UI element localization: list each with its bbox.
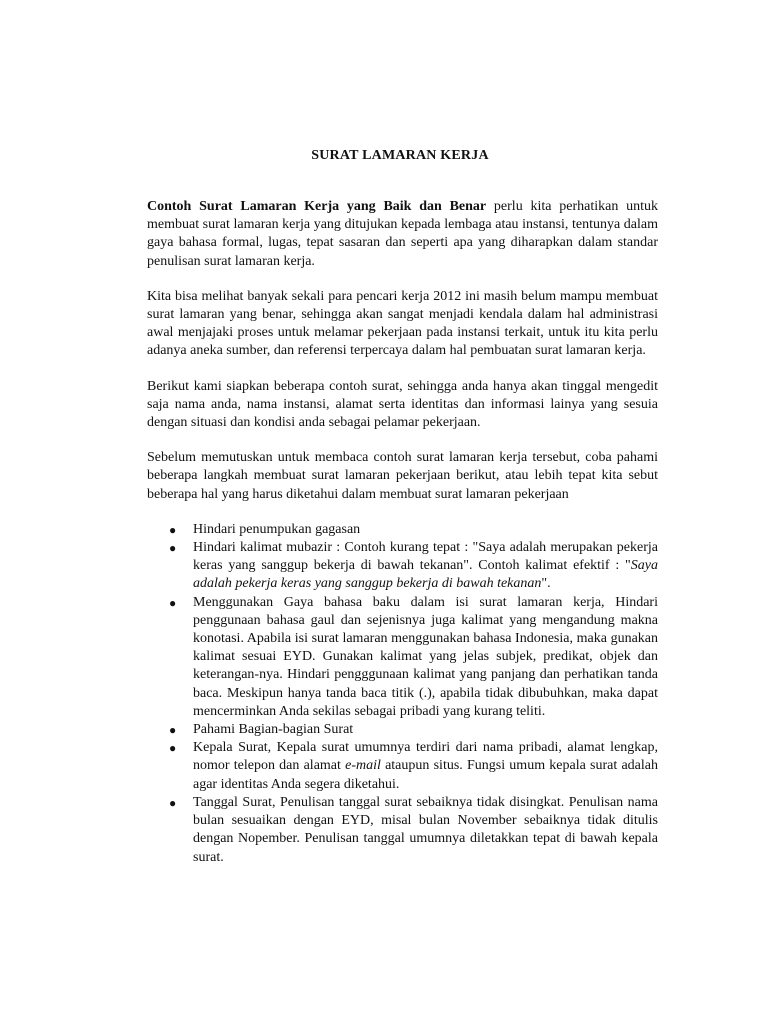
bullet-icon: ●: [169, 795, 177, 810]
list-item: [147, 794, 658, 867]
bullet-icon: ●: [169, 741, 177, 756]
list-item-text: Tanggal Surat, Penulisan tanggal surat sebaiknya tidak disingkat. Penulisan nama bulan sesuaikan dengan EYD, misal bulan November sebaiknya tidak ditulis dengan Nopember. Penulisan tanggal umumnya diletakkan tepat di bawah kepala surat.: [193, 794, 658, 865]
list-item-text: Pahami Bagian-bagian Surat: [193, 722, 354, 738]
list-item-text: Kepala Surat, Kepala surat umumnya terdiri dari nama pribadi, alamat lengkap, nomor telepon dan alamat: [193, 740, 658, 774]
list-item-text: Hindari penumpukan gagasan: [193, 521, 361, 537]
list-item-italic: Saya adalah pekerja keras yang sanggup bekerja di bawah tekanan: [193, 558, 658, 592]
list-item: [147, 721, 658, 739]
bullet-icon: ●: [169, 541, 177, 556]
paragraph-examples: Berikut kami siapkan beberapa contoh surat, sehingga anda hanya akan tinggal mengedit saja nama anda, nama instansi, alamat serta identitas dan informasi lainya yang sesuia dengan situasi dan kondisi anda sebagai pelamar pekerjaan.: [147, 378, 658, 431]
document-title: SURAT LAMARAN KERJA: [311, 148, 489, 163]
intro-paragraph: [147, 198, 658, 271]
list-item: [147, 521, 658, 539]
document-body: [147, 198, 658, 867]
intro-bold-lead: Contoh Surat Lamaran Kerja yang Baik dan Benar: [147, 199, 487, 214]
bullet-icon: ●: [169, 522, 177, 537]
list-item-text: Menggunakan Gaya bahasa baku dalam isi surat lamaran kerja, Hindari penggunaan bahasa gaul dan sejenisnya juga kalimat yang mengandung makna konotasi. Apabila isi surat lamaran menggunakan bahasa Indonesia, maka gunakan kalimat sesuai EYD. Gunakan kalimat yang jelas subjek, predikat, objek dan keterangan-nya. Hindari pengggunaan kalimat yang panjang dan perhatikan tanda baca. Meskipun hanya tanda baca titik (.), apabila tidak dibubuhkan, maka dapat mencerminkan Anda sekilas sebagai pribadi yang kurang teliti.: [193, 594, 658, 719]
list-item-end: ".: [541, 576, 551, 592]
list-item-text: Hindari kalimat mubazir : Contoh kurang tepat : "Saya adalah merupakan pekerja keras yang sanggup bekerja di bawah tekanan". Contoh kalimat efektif : ": [193, 540, 658, 574]
list-item: [147, 739, 658, 794]
intro-text: perlu kita perhatikan untuk membuat surat lamaran kerja yang ditujukan kepada lembaga atau instansi, tentunya dalam gaya bahasa formal, lugas, tepat sasaran dan seperti apa yang diharapkan dalam standar penulisan surat lamaran kerja.: [147, 199, 659, 269]
bullet-icon: ●: [169, 723, 177, 738]
list-item-italic: e-mail: [345, 758, 381, 774]
list-item: [147, 594, 658, 721]
paragraph-before-reading: Sebelum memutuskan untuk membaca contoh surat lamaran kerja tersebut, coba pahami beberapa langkah membuat surat lamaran pekerjaan berikut, atau lebih tepat kita sebut beberapa hal yang harus diketahui dalam membuat surat lamaran pekerjaan: [147, 450, 658, 502]
bullet-icon: ●: [169, 595, 177, 610]
list-item: [147, 539, 658, 594]
paragraph-job-seekers: Kita bisa melihat banyak sekali para pencari kerja 2012 ini masih belum mampu membuat surat lamaran yang benar, sehingga akan sangat menjadi kendala dalam hal administrasi awal menjajaki proses untuk melamar pekerjaan pada instansi terkait, untuk itu kita perlu adanya aneka sumber, dan referensi terpercaya dalam hal pembuatan surat lamaran kerja.: [147, 288, 658, 359]
list-item-end: ataupun situs. Fungsi umum kepala surat adalah agar identitas Anda segera diketahui.: [193, 758, 658, 792]
tips-list: [147, 521, 658, 867]
